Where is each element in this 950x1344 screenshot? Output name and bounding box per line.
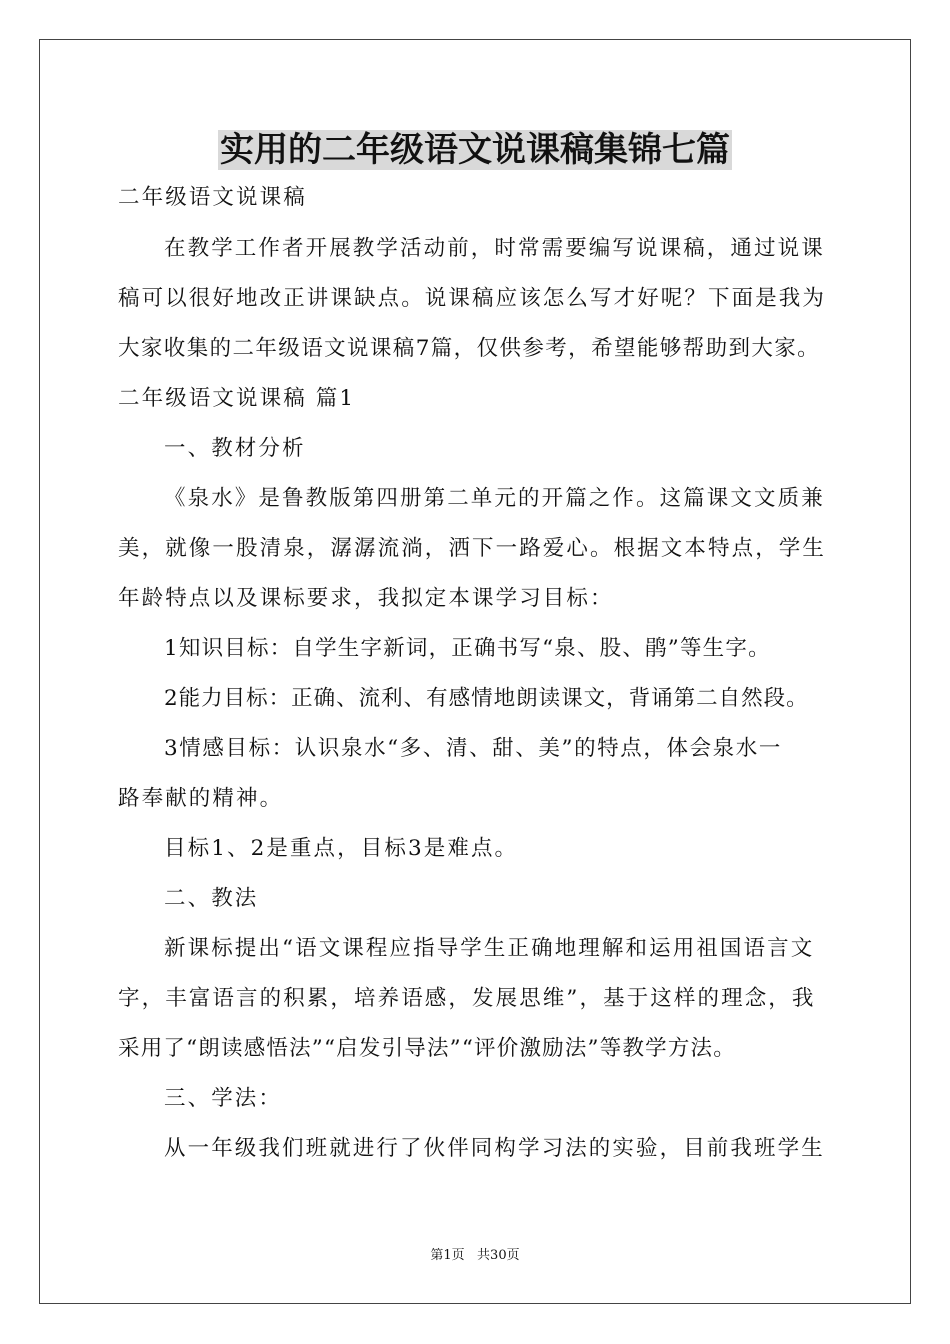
paragraph-line: 采用了“朗读感悟法”“启发引导法”“评价激励法”等教学方法。 bbox=[118, 1036, 736, 1061]
paragraph-line: 稿可以很好地改正讲课缺点。说课稿应该怎么写才好呢？下面是我为 bbox=[118, 286, 827, 311]
paragraph-line: 2能力目标：正确、流利、有感情地朗读课文，背诵第二自然段。 bbox=[164, 686, 809, 711]
paragraph-line: 路奉献的精神。 bbox=[118, 786, 284, 811]
subsection-heading: 一、教材分析 bbox=[164, 436, 306, 461]
paragraph-line: 从一年级我们班就进行了伙伴同构学习法的实验，目前我班学生 bbox=[164, 1136, 825, 1161]
subsection-heading: 三、学法： bbox=[164, 1086, 283, 1111]
page-frame bbox=[39, 39, 911, 1304]
paragraph-line: 新课标提出“语文课程应指导学生正确地理解和运用祖国语言文 bbox=[164, 936, 815, 961]
document-title bbox=[0, 128, 950, 172]
page-footer: 第1页 共30页 bbox=[430, 1248, 520, 1263]
paragraph-line: 年龄特点以及课标要求，我拟定本课学习目标： bbox=[118, 586, 614, 611]
paragraph-line: 目标1、2是重点，目标3是难点。 bbox=[164, 836, 519, 861]
title-text: 实用的二年级语文说课稿集锦七篇 bbox=[220, 130, 730, 170]
section-heading: 二年级语文说课稿 bbox=[118, 185, 307, 210]
paragraph-line: 3情感目标：认识泉水“多、清、甜、美”的特点，体会泉水一 bbox=[164, 736, 782, 761]
paragraph-line: 《泉水》是鲁教版第四册第二单元的开篇之作。这篇课文文质兼 bbox=[164, 486, 825, 511]
subsection-heading: 二、教法 bbox=[164, 886, 259, 911]
paragraph-line: 1知识目标：自学生字新词，正确书写“泉、股、鹃”等生字。 bbox=[164, 636, 771, 661]
paragraph-line: 美，就像一股清泉，潺潺流淌，洒下一路爱心。根据文本特点，学生 bbox=[118, 536, 827, 561]
paragraph-line: 在教学工作者开展教学活动前，时常需要编写说课稿，通过说课 bbox=[164, 236, 825, 261]
paragraph-line: 字，丰富语言的积累，培养语感，发展思维”，基于这样的理念，我 bbox=[118, 986, 816, 1011]
paragraph-line: 大家收集的二年级语文说课稿7篇，仅供参考，希望能够帮助到大家。 bbox=[118, 336, 821, 361]
section-heading: 二年级语文说课稿 篇1 bbox=[118, 386, 356, 411]
